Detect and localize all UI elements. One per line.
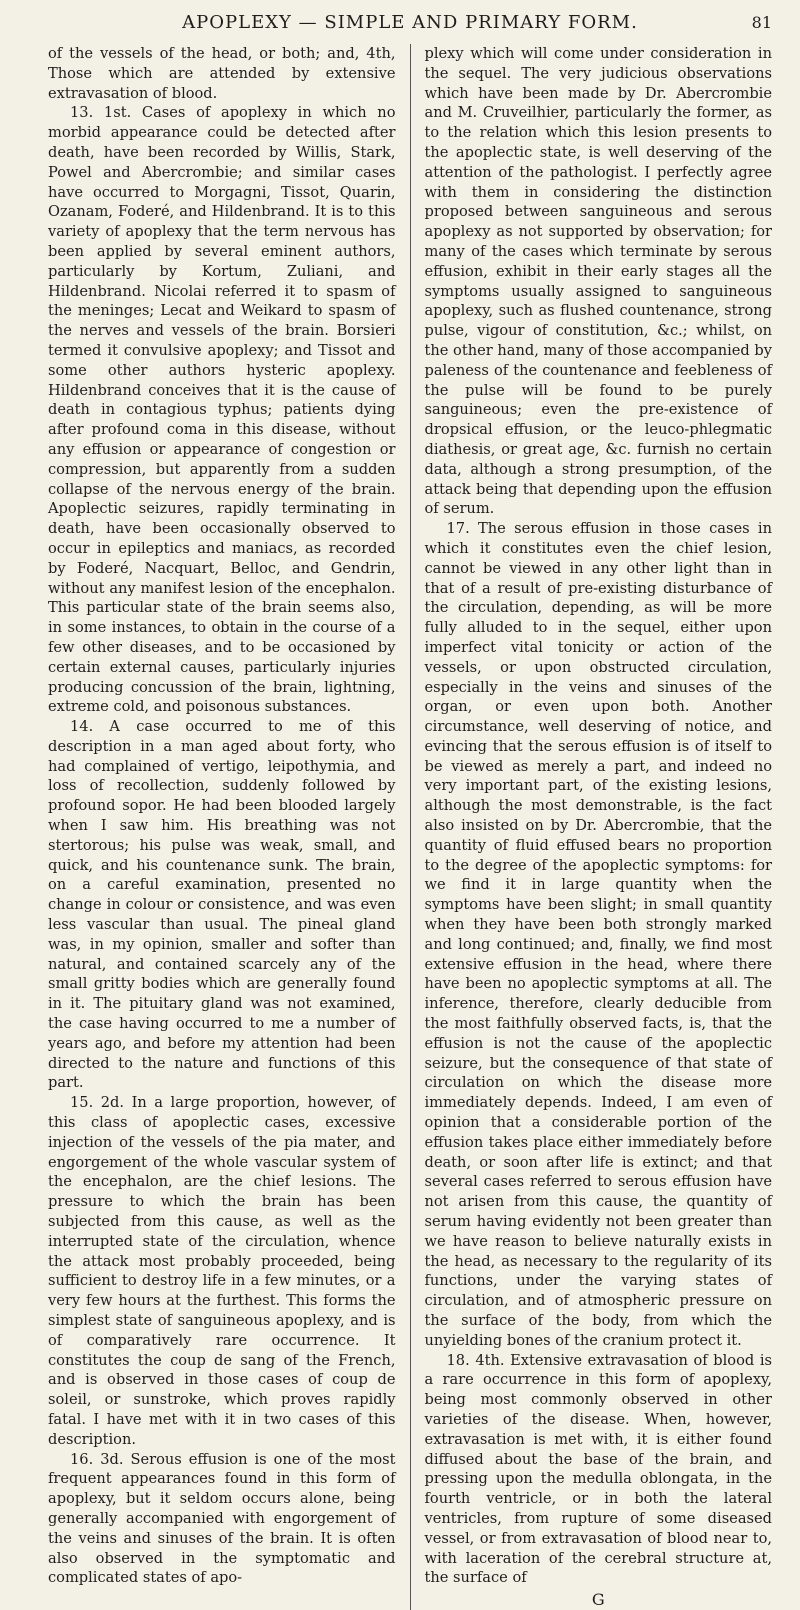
- paragraph: plexy which will come under consideration in the sequel. The very judicious observations which have been made by Dr. Abercrombie and M. Cruveilhier, particularly the former, as to the relation which this lesion presents to the apoplectic state, is well deserving of the attention of the pathologist. I perfectly agree with them in considering the distinction proposed between sanguineous and serous apoplexy as not supported by observation; for many of the cases which terminate by serous effusion, exhibit in their early stages all the symptoms usually assigned to sanguineous apoplexy, such as flushed countenance, strong pulse, vigour of constitution, &c.; whilst, on the other hand, many of those accompanied by paleness of the countenance and feebleness of the pulse will be found to be purely sanguineous; even the pre-existence of dropsical effusion, or the leuco-phlegmatic diathesis, or great age, &c. furnish no certain data, although a strong presumption, of the attack being that depending upon the effusion of serum.: [424, 45, 772, 518]
- paragraph: 17. The serous effusion in those cases in which it constitutes even the chief lesion, cannot be viewed in any other light than in that of a result of pre-existing disturbance of the circulation, depending, as will be more fully alluded to in the sequel, either upon imperfect vital tonicity or action of the vessels, or upon obstructed circulation, especially in the veins and sinuses of the organ, or even upon both. Another circumstance, well deserving of notice, and evincing that the serous effusion is of itself to be viewed as merely a part, and indeed no very important part, of the existing lesions, although the most demonstrable, is the fact also insisted on by Dr. Abercrombie, that the quantity of fluid effused bears no proportion to the degree of the apoplectic symptoms: for we find it in large quantity when the symptoms have been slight; in small quantity when they have been both strongly marked and long continued; and, finally, we find most extensive effusion in the head, where there have been no apoplectic symptoms at all. The inference, therefore, clearly deducible from the most faithfully observed facts, is, that the effusion is not the cause of the apoplectic seizure, but the consequence of that state of circulation on which the disease more immediately depends. Indeed, I am even of opinion that a considerable portion of the effusion takes place either immediately before death, or soon after life is extinct; and that several cases referred to serous effusion have not arisen from this cause, the quantity of serum having evidently not been greater than we have reason to believe naturally exists in the head, as necessary to the regularity of its functions, under the varying states of circulation, and of atmospheric pressure on the surface of the body, from which the unyielding bones of the cranium protect it.: [424, 520, 772, 1349]
- paragraph: 18. 4th. Extensive extravasation of blood is a rare occurrence in this form of apoplexy, being most commonly observed in other varieties of the disease. When, however, extravasation is met with, it is either found diffused about the base of the brain, and pressing upon the medulla oblongata, in the fourth ventricle, or in both the lateral ventricles, from rupture of some diseased vessel, or from extravasation of blood near to, with laceration of the cerebral structure at, the surface of: [424, 1351, 772, 1587]
- left-column: [48, 44, 396, 1610]
- running-head: APOPLEXY — SIMPLE AND PRIMARY FORM.: [182, 12, 638, 33]
- paragraph: 13. 1st. Cases of apoplexy in which no morbid appearance could be detected after death, have been recorded by Willis, Stark, Powel and Abercrombie; and similar cases have occurred to Morgagni, Tissot, Quarin, Ozanam, Foderé, and Hildenbrand. It is to this variety of apoplexy that the term nervous has been applied by several eminent authors, particularly by Kortum, Zuliani, and Hildenbrand. Nicolai referred it to spasm of the meninges; Lecat and Weikard to spasm of the nerves and vessels of the brain. Borsieri termed it convulsive apoplexy; and Tissot and some other authors hysteric apoplexy. Hildenbrand conceives that it is the cause of death in contagious typhus; patients dying after profound coma in this disease, without any effusion or appearance of congestion or compression, but apparently from a sudden collapse of the nervous energy of the brain. Apoplectic seizures, rapidly terminating in death, have been occasionally observed to occur in epileptics and maniacs, as recorded by Foderé, Nacquart, Belloc, and Gendrin, without any manifest lesion of the encephalon. This particular state of the brain seems also, in some instances, to obtain in the course of a few other diseases, and to be occasioned by certain external causes, particularly injuries producing concussion of the brain, lightning, extreme cold, and poisonous substances.: [48, 104, 396, 716]
- paragraph: 16. 3d. Serous effusion is one of the most frequent appearances found in this form of apoplexy, but it seldom occurs alone, being generally accompanied with engorgement of the veins and sinuses of the brain. It is often also observed in the symptomatic and complicated states of apo-: [48, 1450, 396, 1587]
- paragraph: of the vessels of the head, or both; and, 4th, Those which are attended by extensive extravasation of blood.: [48, 45, 396, 102]
- signature-mark: G: [591, 1590, 605, 1610]
- column-divider: [410, 44, 411, 1610]
- page-number: 81: [751, 13, 772, 32]
- paragraph: 15. 2d. In a large proportion, however, of this class of apoplectic cases, excessive injection of the vessels of the pia mater, and engorgement of the whole vascular system of the encephalon, are the chief lesions. The pressure to which the brain has been subjected from this cause, as well as the interrupted state of the circulation, whence the attack most probably proceeded, being sufficient to destroy life in a few minutes, or a very few hours at the furthest. This forms the simplest state of sanguineous apoplexy, and is of comparatively rare occurrence. It constitutes the coup de sang of the French, and is observed in those cases of coup de soleil, or sunstroke, which proves rapidly fatal. I have met with it in two cases of this description.: [48, 1094, 396, 1448]
- paragraph: 14. A case occurred to me of this description in a man aged about forty, who had complained of vertigo, leipothymia, and loss of recollection, suddenly followed by profound sopor. He had been blooded largely when I saw him. His breathing was not stertorous; his pulse was weak, small, and quick, and his countenance sunk. The brain, on a careful examination, presented no change in colour or consistence, and was even less vascular than usual. The pineal gland was, in my opinion, smaller and softer than natural, and contained scarcely any of the small gritty bodies which are generally found in it. The pituitary gland was not examined, the case having occurred to me a number of years ago, and before my attention had been directed to the nature and functions of this part.: [48, 718, 396, 1092]
- page-header: [48, 8, 772, 38]
- right-column: [425, 44, 773, 1610]
- text-columns: [48, 44, 772, 1610]
